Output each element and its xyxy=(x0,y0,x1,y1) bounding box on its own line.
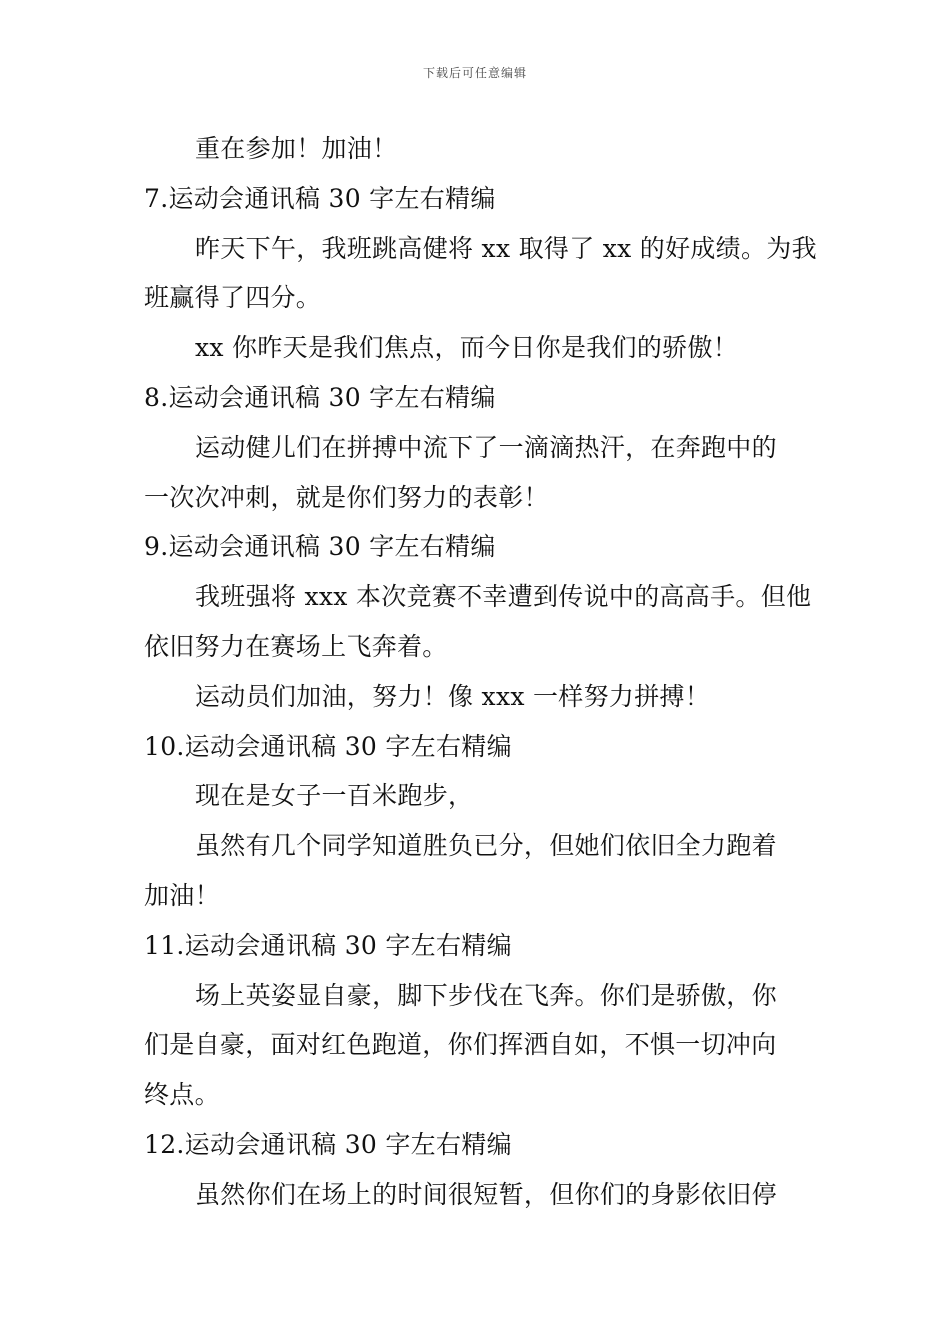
paragraph-line: 场上英姿显自豪，脚下步伐在飞奔。你们是骄傲，你 xyxy=(195,980,777,1010)
paragraph-line: 终点。 xyxy=(144,1080,220,1110)
section-heading: 12.运动会通讯稿 30 字左右精编 xyxy=(144,1129,512,1159)
paragraph-line: xx 你昨天是我们焦点，而今日你是我们的骄傲！ xyxy=(195,333,739,363)
paragraph-line: 虽然有几个同学知道胜负已分，但她们依旧全力跑着 xyxy=(195,831,777,861)
paragraph-line: 加油！ xyxy=(144,880,220,910)
section-heading: 7.运动会通讯稿 30 字左右精编 xyxy=(144,183,496,213)
paragraph-line: 班赢得了四分。 xyxy=(144,283,322,313)
paragraph-line: 运动健儿们在拼搏中流下了一滴滴热汗，在奔跑中的 xyxy=(195,432,777,462)
section-heading: 8.运动会通讯稿 30 字左右精编 xyxy=(144,382,496,412)
paragraph-line: 们是自豪，面对红色跑道，你们挥洒自如，不惧一切冲向 xyxy=(144,1030,777,1060)
paragraph-line: 重在参加！加油！ xyxy=(195,134,398,163)
section-heading: 10.运动会通讯稿 30 字左右精编 xyxy=(144,731,512,761)
paragraph-line: 一次次冲刺，就是你们努力的表彰！ xyxy=(144,482,549,512)
paragraph-line: 昨天下午，我班跳高健将 xx 取得了 xx 的好成绩。为我 xyxy=(195,233,817,263)
paragraph-line: 依旧努力在赛场上飞奔着。 xyxy=(144,631,448,661)
section-heading: 11.运动会通讯稿 30 字左右精编 xyxy=(144,930,512,960)
paragraph-line: 现在是女子一百米跑步， xyxy=(195,781,474,811)
paragraph-line: 虽然你们在场上的时间很短暂，但你们的身影依旧停 xyxy=(195,1179,777,1209)
page-header: 下载后可任意编辑 xyxy=(422,66,527,80)
section-heading: 9.运动会通讯稿 30 字左右精编 xyxy=(144,532,496,562)
paragraph-line: 我班强将 xxx 本次竞赛不幸遭到传说中的高高手。但他 xyxy=(195,582,812,612)
document-body xyxy=(144,124,817,1220)
paragraph-line: 运动员们加油，努力！像 xxx 一样努力拼搏！ xyxy=(195,681,711,711)
